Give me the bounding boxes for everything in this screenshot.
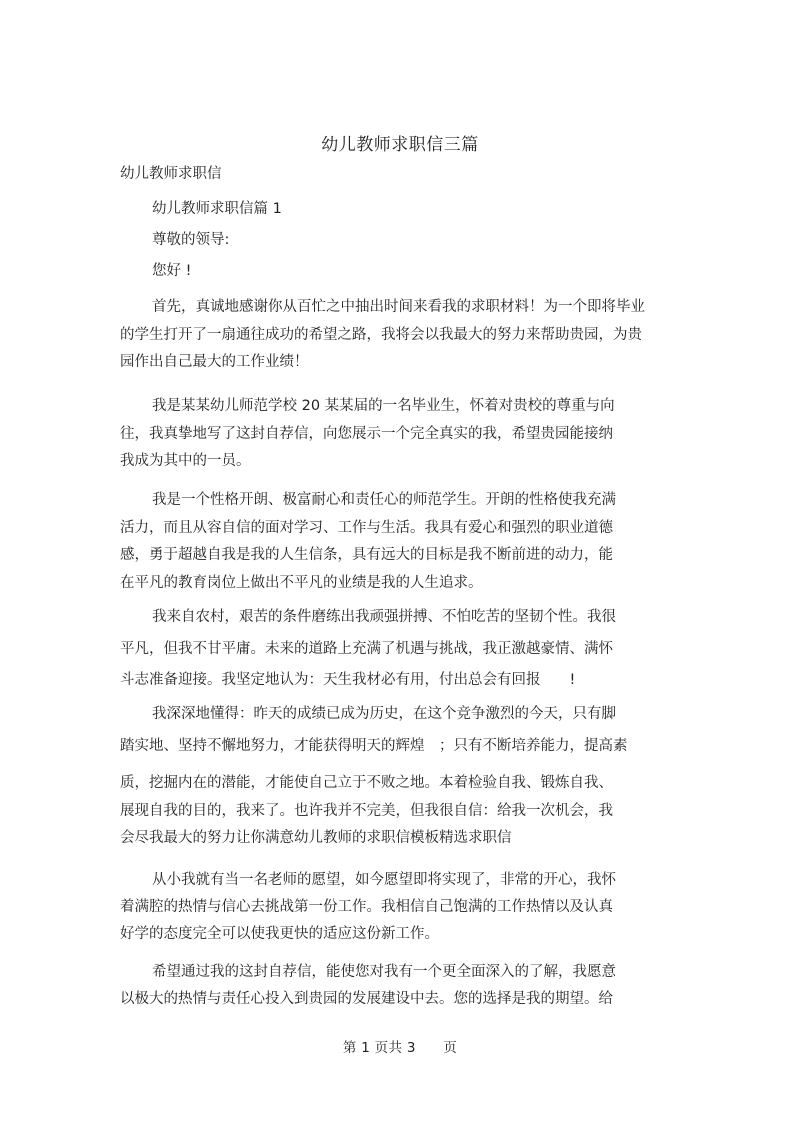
body-line: 斗志准备迎接。我坚定地认为：天生我材必有用，付出总会有回报 ! [120, 672, 576, 688]
body-line: 着满腔的热情与信心去挑战第一份工作。我相信自己饱满的工作热情以及认真 [120, 899, 613, 915]
page-footer: 第 1 页共 3 页 [342, 1040, 458, 1056]
greeting: 您好 ! [152, 263, 192, 279]
body-line: 质，挖掘内在的潜能，才能使自己立于不败之地。本着检验自我、锻炼自我、 [120, 775, 613, 791]
body-line: 希望通过我的这封自荐信，能使您对我有一个更全面深入的了解，我愿意 [152, 964, 616, 980]
body-line: 踏实地、坚持不懈地努力，才能获得明天的辉煌 ；只有不断培养能力，提高素 [120, 738, 628, 754]
section-heading: 幼儿教师求职信篇 1 [152, 201, 282, 217]
body-line: 我是某某幼儿师范学校 20 某某届的一名毕业生，怀着对贵校的尊重与向 [152, 398, 615, 414]
body-line: 往，我真挚地写了这封自荐信，向您展示一个完全真实的我，希望贵园能接纳 [120, 426, 613, 442]
body-line: 以极大的热情与责任心投入到贵园的发展建设中去。您的选择是我的期望。给 [120, 991, 613, 1007]
body-line: 我深深地懂得：昨天的成绩已成为历史，在这个竞争激烈的今天，只有脚 [152, 706, 616, 722]
subtitle: 幼儿教师求职信 [120, 166, 222, 182]
body-line: 感，勇于超越自我是我的人生信条，具有远大的目标是我不断前进的动力，能 [120, 547, 613, 563]
body-line: 园作出自己最大的工作业绩！ [120, 354, 309, 370]
body-line: 活力，而且从容自信的面对学习、工作与生活。我具有爱心和强烈的职业道德 [120, 520, 613, 536]
body-line: 我是一个性格开朗、极富耐心和责任心的师范学生。开朗的性格使我充满 [152, 492, 616, 508]
body-line: 在平凡的教育岗位上做出不平凡的业绩是我的人生追求。 [120, 575, 483, 591]
document-title: 幼儿教师求职信三篇 [321, 135, 479, 155]
body-line: 我来自农村，艰苦的条件磨练出我顽强拼搏、不怕吃苦的坚韧个性。我很 [152, 609, 616, 625]
body-line: 的学生打开了一扇通往成功的希望之路，我将会以我最大的努力来帮助贵园，为贵 [120, 327, 642, 343]
body-line: 展现自我的目的，我来了。也许我并不完美，但我很自信：给我一次机会，我 [120, 803, 613, 819]
body-line: 好学的态度完全可以使我更快的适应这份新工作。 [120, 926, 439, 942]
body-line: 会尽我最大的努力让你满意幼儿教师的求职信模板精选求职信 [120, 830, 512, 846]
salutation: 尊敬的领导: [152, 232, 230, 248]
body-line: 首先，真诚地感谢你从百忙之中抽出时间来看我的求职材料！为一个即将毕业 [152, 299, 645, 315]
body-line: 平凡，但我不甘平庸。未来的道路上充满了机遇与挑战，我正激越豪情、满怀 [120, 641, 613, 657]
body-line: 从小我就有当一名老师的愿望，如今愿望即将实现了，非常的开心，我怀 [152, 872, 616, 888]
body-line: 我成为其中的一员。 [120, 453, 251, 469]
